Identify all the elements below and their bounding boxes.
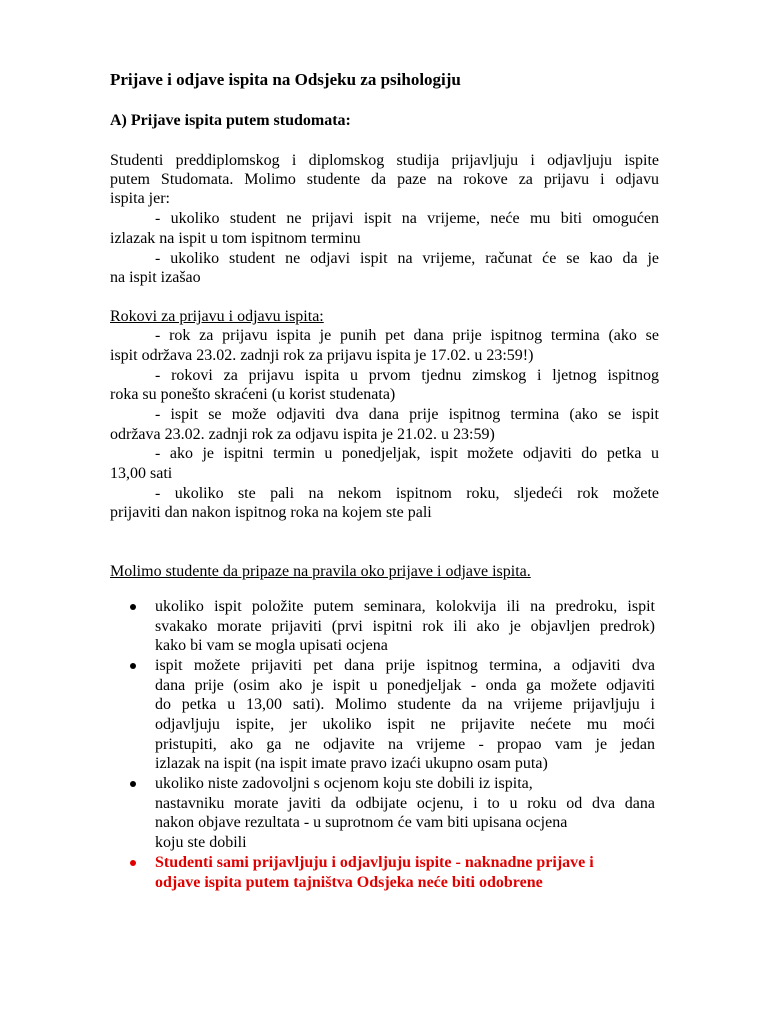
rule-line: dana prije (osim ako je ispit u ponedjeljak - onda ga možete odjaviti [155, 677, 655, 694]
intro-line: putem Studomata. Molimo studente da paze na rokove za prijavu i odjavu [110, 171, 659, 188]
warning-line: Studenti sami prijavljuju i odjavljuju ispite - naknadne prijave i [155, 854, 594, 871]
intro-point-line: - ukoliko student ne prijavi ispit na vrijeme, neće mu biti omogućen [155, 210, 659, 227]
intro-point-line: izlazak na ispit u tom ispitnom terminu [110, 230, 361, 247]
rule-line: do petka u 13,00 sati). Molimo studente da na vrijeme prijavljuju i [155, 696, 655, 713]
deadline-line: roka su ponešto skraćeni (u korist studenata) [110, 386, 396, 403]
bullet-icon [130, 781, 136, 787]
bullet-icon [130, 604, 136, 610]
deadline-line: ispit održava 23.02. zadnji rok za prijavu ispita je 17.02. u 23:59!) [110, 347, 534, 364]
deadlines-heading: Rokovi za prijavu i odjavu ispita: [110, 308, 324, 325]
intro-point-line: - ukoliko student ne odjavi ispit na vrijeme, računat će se kao da je [155, 250, 659, 267]
rule-line: nastavniku morate javiti da odbijate ocjenu, i to u roku od dva dana [155, 795, 655, 812]
intro-line: Studenti preddiplomskog i diplomskog studija prijavljuju i odjavljuju ispite [110, 152, 659, 169]
bullet-icon [130, 663, 136, 669]
rule-line: svakako morate prijaviti (prvi ispitni rok ili ako je objavljen predrok) [155, 618, 655, 635]
deadline-line: - ako je ispitni termin u ponedjeljak, ispit možete odjaviti do petka u [155, 445, 659, 462]
deadline-line: - ispit se može odjaviti dva dana prije ispitnog termina (ako se ispit [155, 406, 659, 423]
deadline-line: održava 23.02. zadnji rok za odjavu ispita je 21.02. u 23:59) [110, 426, 495, 443]
section-a-heading: A) Prijave ispita putem studomata: [110, 112, 351, 129]
rule-line: ukoliko ispit položite putem seminara, kolokvija ili na predroku, ispit [155, 598, 655, 615]
rule-line: nakon objave rezultata - u suprotnom će vam biti upisana ocjena [155, 814, 568, 831]
rule-line: koju ste dobili [155, 834, 247, 851]
rule-line: izlazak na ispit (na ispit imate pravo izaći ukupno osam puta) [155, 755, 548, 772]
deadline-line: prijaviti dan nakon ispitnog roka na kojem ste pali [110, 504, 432, 521]
intro-point-line: na ispit izašao [110, 269, 201, 286]
rule-line: ispit možete prijaviti pet dana prije ispitnog termina, a odjaviti dva [155, 657, 655, 674]
bullet-icon [130, 860, 136, 866]
deadline-line: - rok za prijavu ispita je punih pet dana prije ispitnog termina (ako se [155, 327, 659, 344]
rules-heading: Molimo studente da pripaze na pravila oko prijave i odjave ispita. [110, 563, 531, 580]
rule-line: kako bi vam se mogla upisati ocjena [155, 637, 388, 654]
document-title: Prijave i odjave ispita na Odsjeku za psihologiju [110, 70, 461, 89]
deadline-line: - ukoliko ste pali na nekom ispitnom roku, sljedeći rok možete [155, 485, 659, 502]
deadline-line: - rokovi za prijavu ispita u prvom tjednu zimskog i ljetnog ispitnog [155, 367, 659, 384]
rule-line: pristupiti, ako ga ne odjavite na vrijeme - propao vam je jedan [155, 736, 655, 753]
deadline-line: 13,00 sati [110, 465, 173, 482]
intro-line: ispita jer: [110, 190, 170, 207]
rule-line: odjavljuju ispite, jer ukoliko ispit ne prijavite nećete mu moći [155, 716, 655, 733]
warning-line: odjave ispita putem tajništva Odsjeka neće biti odobrene [155, 874, 543, 891]
rule-line: ukoliko niste zadovoljni s ocjenom koju ste dobili iz ispita, [155, 775, 533, 792]
